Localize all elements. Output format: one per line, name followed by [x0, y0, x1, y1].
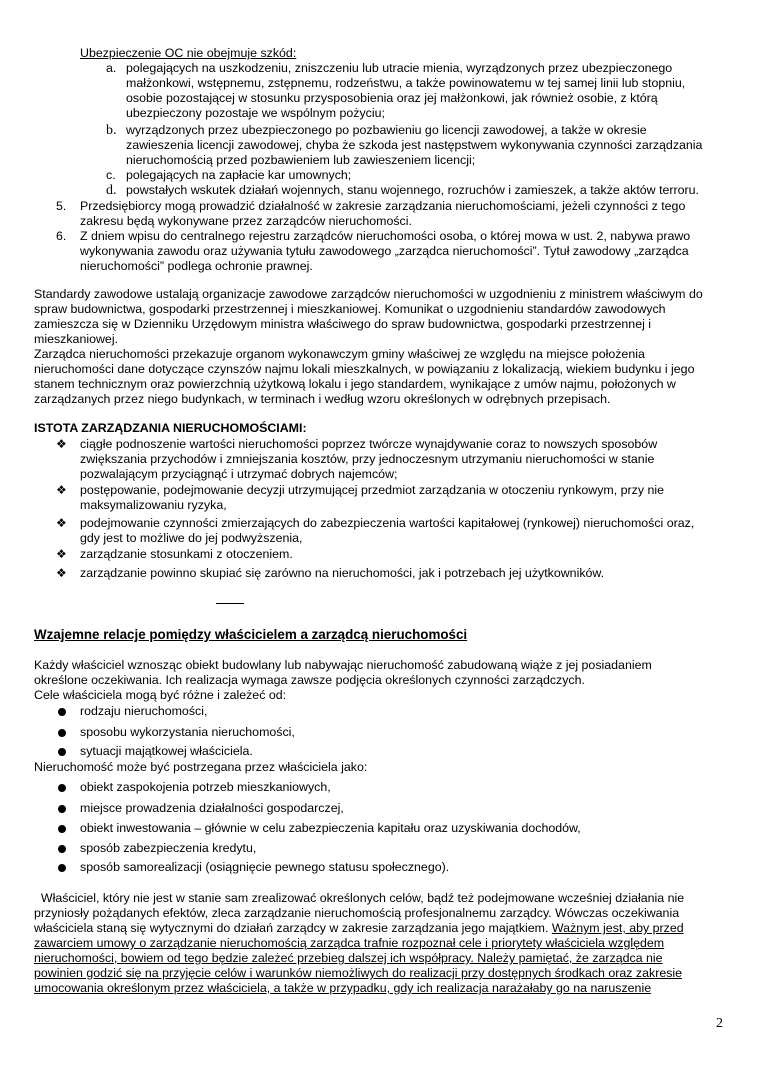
- list-letter: b.: [106, 123, 117, 138]
- list-item: Przedsiębiorcy mogą prowadzić działalność w zakresie zarządzania nieruchomościami, jeżeli czynności z tego zakresu będą wykonywane przez zarządców nieruchomości.: [80, 199, 686, 228]
- bullet-icon: [58, 805, 66, 813]
- list-item: obiekt inwestowania – głównie w celu zabezpieczenia kapitału oraz uzyskiwania dochodów,: [80, 821, 581, 835]
- list-item: zarządzanie stosunkami z otoczeniem.: [80, 547, 293, 561]
- oc-heading: Ubezpieczenie OC nie obejmuje szkód:: [80, 46, 297, 60]
- list-letter: a.: [106, 61, 117, 75]
- diamond-bullet-icon: ❖: [56, 566, 67, 580]
- list-item: obiekt zaspokojenia potrzeb mieszkaniowych,: [80, 780, 331, 794]
- list-item: sposób zabezpieczenia kredytu,: [80, 841, 257, 855]
- list-item: zarządzanie powinno skupiać się zarówno na nieruchomości, jak i potrzebach jej użytkowników.: [80, 566, 605, 580]
- bullet-icon: [58, 864, 66, 872]
- list-letter: d.: [106, 183, 117, 198]
- list-item: sposób samorealizacji (osiągnięcie pewnego statusu społecznego).: [80, 860, 450, 874]
- section-heading: Wzajemne relacje pomiędzy właścicielem a zarządcą nieruchomości: [34, 627, 468, 642]
- final-paragraph: Właściciel, który nie jest w stanie sam zrealizować określonych celów, bądź też podejmowane wcześniej działania nie przyniosły pożądanych efektów, zleca zarządzanie nieruchomością profesjonalnemu zarządcy. Wówczas oczekiwania właściciela staną się wytycznymi do działań zarządcy w zakresie zarządzania jego majątkiem. Ważnym jest, aby przed zawarciem umowy o zarządzanie nieruchomością zarządca trafnie rozpoznał cele i priorytety właściciela względem nieruchomości, bowiem od tego będzie zależeć przebieg dalszej ich współpracy. Należy pamiętać, że zarządca nie powinien godzić się na przyjęcie celów i warunków niemożliwych do realizacji przy dostępnych środkach oraz zakresie umocowania określonym przez właściciela, a także w przypadku, gdy ich realizacja narażałaby go na naruszenie: [34, 891, 685, 995]
- list-item: polegających na zapłacie kar umownych;: [126, 168, 352, 182]
- separator: [216, 603, 244, 604]
- list-item: postępowanie, podejmowanie decyzji utrzymującej przedmiot zarządzania w otoczeniu rynkowym, przy nie maksymalizowaniu ryzyka,: [80, 483, 665, 512]
- list-item: powstałych wskutek działań wojennych, stanu wojennego, rozruchów i zamieszek, a także aktów terroru.: [126, 183, 700, 197]
- intro-paragraph: Każdy właściciel wznosząc obiekt budowlany lub nabywając nieruchomość zabudowaną wiąże z jej posiadaniem określone oczekiwania. Ich realizacja wymaga zawsze podjęcia określonych czynności zarządczych. Cele właściciela mogą być różne i zależeć od:: [34, 658, 652, 702]
- list-item: ciągłe podnoszenie wartości nieruchomości poprzez twórcze wynajdywanie coraz to nowszych sposobów zwiększania przychodów i zmniejszania kosztów, przy jednoczesnym utrzymaniu nieruchomości w stanie pozwalającym przyciągnąć i utrzymać dobrych najemców;: [80, 437, 658, 481]
- list-letter: c.: [106, 168, 116, 182]
- list-number: 6.: [56, 229, 67, 243]
- diamond-bullet-icon: ❖: [56, 516, 67, 530]
- list-item: Z dniem wpisu do centralnego rejestru zarządców nieruchomości osoba, o której mowa w ust. 2, nabywa prawo wykonywania zawodu oraz używania tytułu zawodowego „zarządca nieruchomości”. Tytuł zawodowy „zarządca nieruchomości” podlega ochronie prawnej.: [80, 229, 691, 273]
- page-number: 2: [716, 1016, 723, 1031]
- bullet-icon: [58, 708, 66, 716]
- bullet-icon: [58, 729, 66, 737]
- diamond-bullet-icon: ❖: [56, 547, 67, 561]
- list-item: wyrządzonych przez ubezpieczonego po pozbawieniu go licencji zawodowej, a także w okresie zawieszenia licencji zawodowej, chyba że szkoda jest następstwem wykonywania czynności zarządzania nieruchomością przed pozbawieniem lub zawieszeniem licencji;: [126, 123, 703, 167]
- diamond-bullet-icon: ❖: [56, 483, 67, 497]
- list-item: polegających na uszkodzeniu, zniszczeniu lub utracie mienia, wyrządzonych przez ubezpieczonego małżonkowi, wstępnemu, zstępnemu, rodzeństwu, a także powinowatemu w tej samej linii lub stopniu, osobie pozostającej w stosunku przysposobienia oraz jej małżonkowi, jak również osobie, z którą ubezpieczony pozostaje we wspólnym pożyciu;: [126, 61, 686, 120]
- bullet-icon: [58, 845, 66, 853]
- list-item: sposobu wykorzystania nieruchomości,: [80, 725, 295, 739]
- bullet-icon: [58, 784, 66, 792]
- bullet-icon: [58, 825, 66, 833]
- istota-heading: ISTOTA ZARZĄDZANIA NIERUCHOMOŚCIAMI:: [34, 421, 307, 435]
- diamond-bullet-icon: ❖: [56, 437, 67, 451]
- list-item: rodzaju nieruchomości,: [80, 704, 208, 718]
- perceived-intro: Nieruchomość może być postrzegana przez właściciela jako:: [34, 760, 368, 774]
- list-number: 5.: [56, 199, 67, 213]
- bullet-icon: [58, 748, 66, 756]
- list-item: sytuacji majątkowej właściciela.: [80, 744, 253, 758]
- list-item: podejmowanie czynności zmierzających do zabezpieczenia wartości kapitałowej (rynkowej) nieruchomości oraz, gdy jest to możliwe do jej podwyższenia,: [80, 516, 695, 545]
- list-item: miejsce prowadzenia działalności gospodarczej,: [80, 801, 344, 815]
- standards-paragraph: Standardy zawodowe ustalają organizacje zawodowe zarządców nieruchomości w uzgodnieniu z ministrem właściwym do spraw budownictwa, gospodarki przestrzennej i mieszkaniowej. Komunikat o uzgodnieniu standardów zawodowych zamieszcza się w Dzienniku Urzędowym ministra właściwego do spraw budownictwa, gospodarki przestrzennej i mieszkaniowej. Zarządca nieruchomości przekazuje organom wykonawczym gminy właściwej ze względu na miejsce położenia nieruchomości dane dotyczące czynszów najmu lokali mieszkalnych, w powiązaniu z lokalizacją, wiekiem budynku i jego stanem technicznym oraz powierzchnią użytkową lokalu i jego standardem, wynikające z umów najmu, położonych w zarządzanych przez niego budynkach, w terminach i według wzoru określonych w odrębnych przepisach.: [34, 287, 703, 406]
